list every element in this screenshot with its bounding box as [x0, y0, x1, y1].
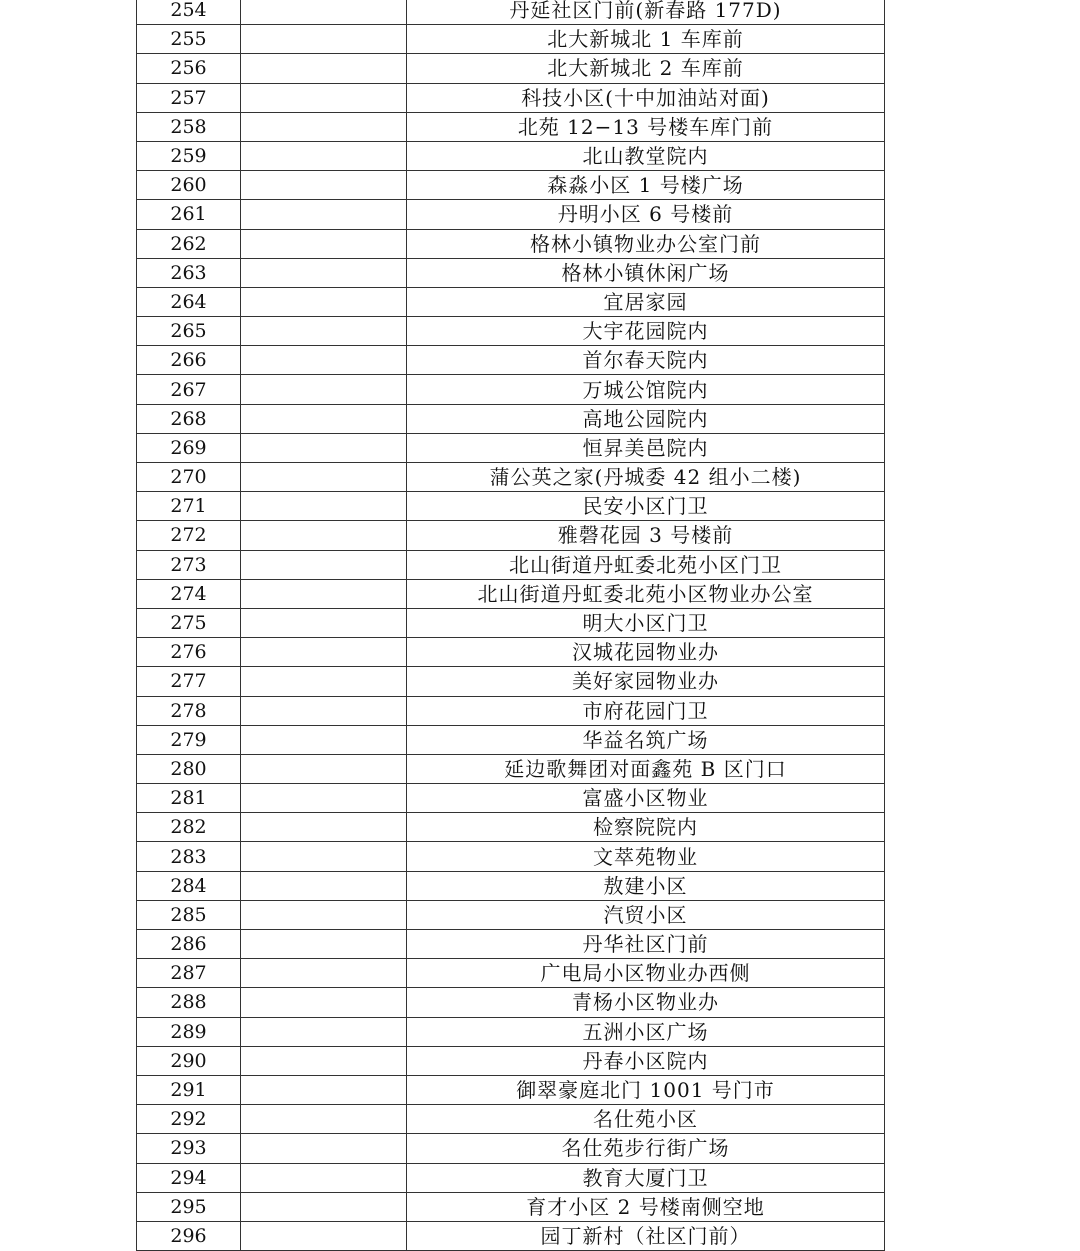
location-table [136, 0, 885, 1251]
empty-cell [241, 83, 407, 112]
location-cell: 御翠豪庭北门 1001 号门市 [407, 1075, 885, 1104]
empty-cell [241, 463, 407, 492]
table-body [137, 0, 885, 1251]
table-row [137, 258, 885, 287]
empty-cell [241, 375, 407, 404]
row-number-cell: 290 [137, 1046, 241, 1075]
table-row [137, 112, 885, 141]
row-number-cell: 254 [137, 0, 241, 25]
table-row [137, 871, 885, 900]
table-row [137, 346, 885, 375]
table-row [137, 229, 885, 258]
location-cell: 北大新城北 2 车库前 [407, 54, 885, 83]
row-number-cell: 269 [137, 433, 241, 462]
empty-cell [241, 579, 407, 608]
location-cell: 育才小区 2 号楼南侧空地 [407, 1192, 885, 1221]
table-row [137, 463, 885, 492]
location-cell: 丹延社区门前(新春路 177D) [407, 0, 885, 25]
row-number-cell: 260 [137, 171, 241, 200]
row-number-cell: 261 [137, 200, 241, 229]
empty-cell [241, 492, 407, 521]
table-row [137, 287, 885, 316]
row-number-cell: 284 [137, 871, 241, 900]
row-number-cell: 287 [137, 959, 241, 988]
table-row [137, 930, 885, 959]
table-row [137, 638, 885, 667]
empty-cell [241, 1221, 407, 1250]
empty-cell [241, 667, 407, 696]
row-number-cell: 292 [137, 1105, 241, 1134]
table-row [137, 579, 885, 608]
empty-cell [241, 1075, 407, 1104]
empty-cell [241, 229, 407, 258]
location-cell: 格林小镇物业办公室门前 [407, 229, 885, 258]
empty-cell [241, 404, 407, 433]
location-cell: 格林小镇休闲广场 [407, 258, 885, 287]
row-number-cell: 274 [137, 579, 241, 608]
row-number-cell: 277 [137, 667, 241, 696]
table-row [137, 521, 885, 550]
table-row [137, 842, 885, 871]
empty-cell [241, 54, 407, 83]
empty-cell [241, 1046, 407, 1075]
location-cell: 北大新城北 1 车库前 [407, 25, 885, 54]
table-row [137, 1105, 885, 1134]
location-cell: 富盛小区物业 [407, 784, 885, 813]
location-cell: 民安小区门卫 [407, 492, 885, 521]
table-row [137, 696, 885, 725]
location-cell: 名仕苑小区 [407, 1105, 885, 1134]
row-number-cell: 266 [137, 346, 241, 375]
location-cell: 恒昇美邑院内 [407, 433, 885, 462]
row-number-cell: 278 [137, 696, 241, 725]
row-number-cell: 272 [137, 521, 241, 550]
table-row [137, 900, 885, 929]
row-number-cell: 291 [137, 1075, 241, 1104]
location-cell: 名仕苑步行街广场 [407, 1134, 885, 1163]
empty-cell [241, 317, 407, 346]
row-number-cell: 296 [137, 1221, 241, 1250]
table-row [137, 0, 885, 25]
empty-cell [241, 0, 407, 25]
row-number-cell: 285 [137, 900, 241, 929]
location-cell: 市府花园门卫 [407, 696, 885, 725]
row-number-cell: 259 [137, 141, 241, 170]
table-row [137, 317, 885, 346]
table-row [137, 433, 885, 462]
row-number-cell: 288 [137, 988, 241, 1017]
location-cell: 科技小区(十中加油站对面) [407, 83, 885, 112]
location-cell: 延边歌舞团对面鑫苑 B 区门口 [407, 754, 885, 783]
row-number-cell: 276 [137, 638, 241, 667]
location-cell: 检察院院内 [407, 813, 885, 842]
table-row [137, 1075, 885, 1104]
location-cell: 万城公馆院内 [407, 375, 885, 404]
table-row [137, 404, 885, 433]
row-number-cell: 289 [137, 1017, 241, 1046]
table-row [137, 813, 885, 842]
empty-cell [241, 521, 407, 550]
empty-cell [241, 930, 407, 959]
location-cell: 高地公园院内 [407, 404, 885, 433]
empty-cell [241, 1163, 407, 1192]
empty-cell [241, 258, 407, 287]
location-cell: 蒲公英之家(丹城委 42 组小二楼) [407, 463, 885, 492]
empty-cell [241, 550, 407, 579]
empty-cell [241, 725, 407, 754]
empty-cell [241, 1105, 407, 1134]
row-number-cell: 281 [137, 784, 241, 813]
empty-cell [241, 287, 407, 316]
table-row [137, 988, 885, 1017]
row-number-cell: 265 [137, 317, 241, 346]
empty-cell [241, 608, 407, 637]
row-number-cell: 295 [137, 1192, 241, 1221]
row-number-cell: 268 [137, 404, 241, 433]
empty-cell [241, 112, 407, 141]
location-cell: 雅磬花园 3 号楼前 [407, 521, 885, 550]
row-number-cell: 264 [137, 287, 241, 316]
empty-cell [241, 1017, 407, 1046]
empty-cell [241, 346, 407, 375]
table-row [137, 1017, 885, 1046]
location-cell: 明大小区门卫 [407, 608, 885, 637]
empty-cell [241, 842, 407, 871]
table-row [137, 171, 885, 200]
row-number-cell: 255 [137, 25, 241, 54]
table-row [137, 1163, 885, 1192]
row-number-cell: 258 [137, 112, 241, 141]
location-cell: 首尔春天院内 [407, 346, 885, 375]
table-row [137, 83, 885, 112]
location-cell: 北山教堂院内 [407, 141, 885, 170]
location-cell: 丹明小区 6 号楼前 [407, 200, 885, 229]
row-number-cell: 282 [137, 813, 241, 842]
empty-cell [241, 988, 407, 1017]
location-cell: 北山街道丹虹委北苑小区门卫 [407, 550, 885, 579]
location-cell: 大宇花园院内 [407, 317, 885, 346]
table-row [137, 25, 885, 54]
location-cell: 汉城花园物业办 [407, 638, 885, 667]
location-cell: 广电局小区物业办西侧 [407, 959, 885, 988]
table-row [137, 754, 885, 783]
location-cell: 青杨小区物业办 [407, 988, 885, 1017]
location-cell: 北山街道丹虹委北苑小区物业办公室 [407, 579, 885, 608]
location-cell: 北苑 12−13 号楼车库门前 [407, 112, 885, 141]
empty-cell [241, 638, 407, 667]
empty-cell [241, 171, 407, 200]
location-cell: 丹华社区门前 [407, 930, 885, 959]
empty-cell [241, 784, 407, 813]
row-number-cell: 275 [137, 608, 241, 637]
row-number-cell: 271 [137, 492, 241, 521]
empty-cell [241, 754, 407, 783]
empty-cell [241, 696, 407, 725]
location-cell: 美好家园物业办 [407, 667, 885, 696]
empty-cell [241, 200, 407, 229]
row-number-cell: 263 [137, 258, 241, 287]
table-row [137, 608, 885, 637]
empty-cell [241, 433, 407, 462]
location-cell: 森淼小区 1 号楼广场 [407, 171, 885, 200]
empty-cell [241, 1134, 407, 1163]
table-row [137, 1134, 885, 1163]
empty-cell [241, 871, 407, 900]
table-row [137, 141, 885, 170]
location-cell: 宜居家园 [407, 287, 885, 316]
empty-cell [241, 813, 407, 842]
row-number-cell: 267 [137, 375, 241, 404]
table-row [137, 784, 885, 813]
row-number-cell: 280 [137, 754, 241, 783]
location-cell: 文萃苑物业 [407, 842, 885, 871]
row-number-cell: 273 [137, 550, 241, 579]
table-row [137, 1046, 885, 1075]
row-number-cell: 294 [137, 1163, 241, 1192]
table-row [137, 492, 885, 521]
empty-cell [241, 1192, 407, 1221]
empty-cell [241, 25, 407, 54]
empty-cell [241, 900, 407, 929]
table-row [137, 200, 885, 229]
location-cell: 教育大厦门卫 [407, 1163, 885, 1192]
location-cell: 敖建小区 [407, 871, 885, 900]
table-row [137, 375, 885, 404]
location-cell: 华益名筑广场 [407, 725, 885, 754]
empty-cell [241, 959, 407, 988]
row-number-cell: 293 [137, 1134, 241, 1163]
location-cell: 丹春小区院内 [407, 1046, 885, 1075]
table-row [137, 54, 885, 83]
row-number-cell: 256 [137, 54, 241, 83]
row-number-cell: 279 [137, 725, 241, 754]
location-table-container [136, 0, 883, 1251]
row-number-cell: 257 [137, 83, 241, 112]
table-row [137, 667, 885, 696]
table-row [137, 959, 885, 988]
row-number-cell: 286 [137, 930, 241, 959]
location-cell: 园丁新村（社区门前） [407, 1221, 885, 1250]
table-row [137, 550, 885, 579]
row-number-cell: 270 [137, 463, 241, 492]
row-number-cell: 262 [137, 229, 241, 258]
location-cell: 汽贸小区 [407, 900, 885, 929]
location-cell: 五洲小区广场 [407, 1017, 885, 1046]
table-row [137, 1192, 885, 1221]
empty-cell [241, 141, 407, 170]
table-row [137, 1221, 885, 1250]
table-row [137, 725, 885, 754]
row-number-cell: 283 [137, 842, 241, 871]
